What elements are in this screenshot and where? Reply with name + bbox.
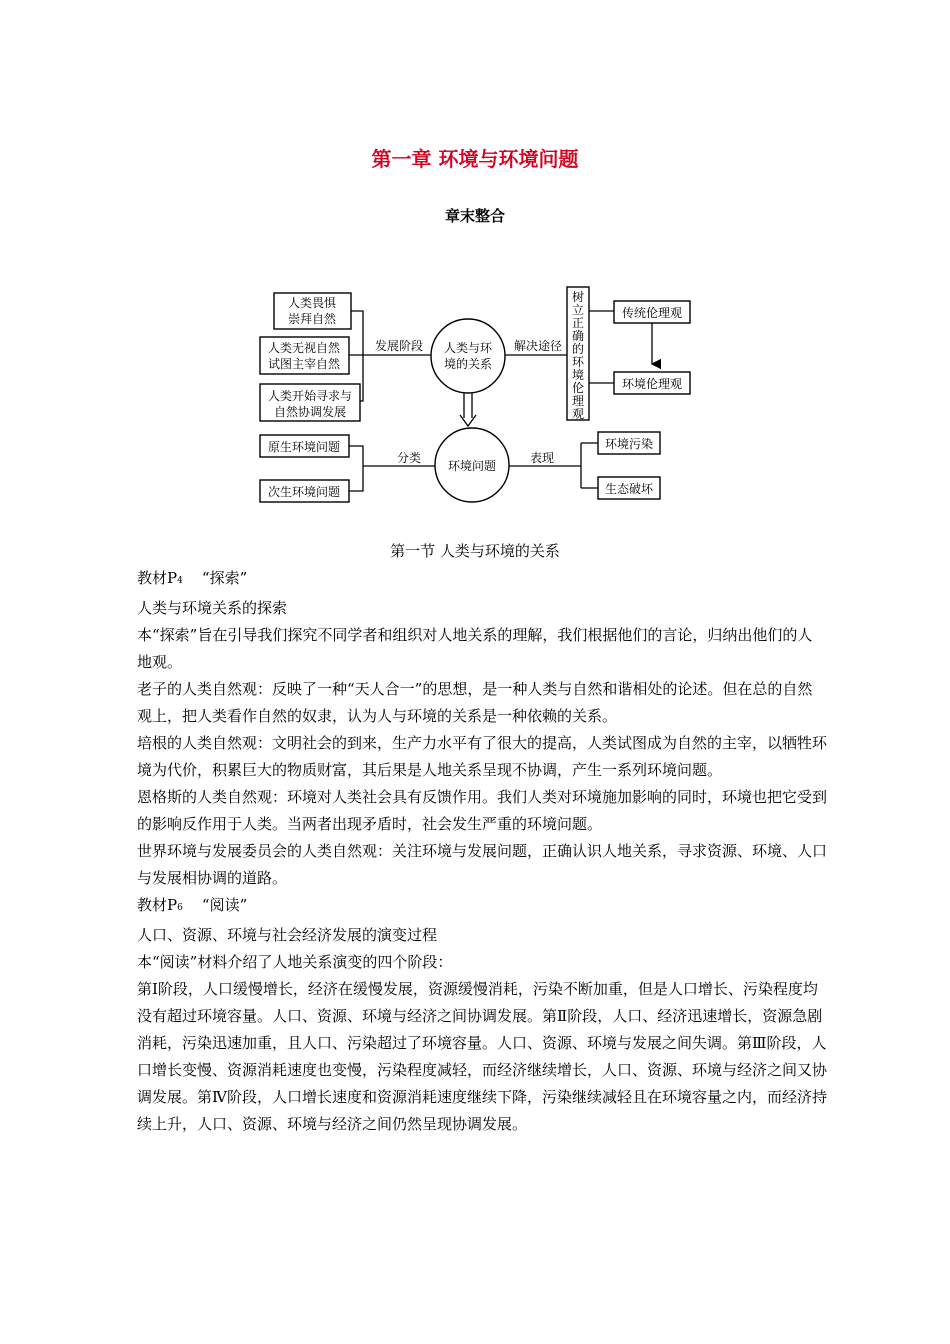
classification-bracket — [349, 446, 435, 491]
center-node-line-1: 人类与环 — [443, 341, 493, 355]
stage-box-2-line-1: 人类无视自然 — [267, 341, 341, 355]
human-environment-node — [431, 319, 505, 393]
body-text — [137, 565, 827, 1138]
stage-box-2-line-2: 试图主宰自然 — [267, 357, 341, 371]
stage-box-1-line-2: 崇拜自然 — [287, 312, 337, 326]
ethics-char-10: 观 — [571, 407, 585, 421]
problem-node: 环境问题 — [447, 459, 497, 473]
secondary-problem: 次生环境问题 — [267, 485, 341, 499]
summary-title: 章末整合 — [444, 207, 505, 225]
textbook-ref-p4: 教材P4 “探索” — [137, 569, 248, 587]
ethics-char-9: 理 — [571, 394, 585, 408]
ethics-char-5: 的 — [571, 342, 585, 356]
paragraph: 培根的人类自然观：文明社会的到来，生产力水平有了很大的提高，人类试图成为自然的主宰，以牺牲环境为代价，积累巨大的物质财富，其后果是人地关系呈现不协调，产生一系列环境问题。 — [137, 734, 828, 779]
concept-diagram — [0, 0, 950, 540]
paragraph: 恩格斯的人类自然观：环境对人类社会具有反馈作用。我们人类对环境施加影响的同时，环境也把它受到的影响反作用于人类。当两者出现矛盾时，社会发生严重的环境问题。 — [137, 788, 828, 833]
environmental-ethics: 环境伦理观 — [621, 377, 683, 391]
ethics-char-2: 立 — [571, 303, 585, 317]
stage-box-3-line-2: 自然协调发展 — [273, 405, 347, 419]
textbook-ref-p6: 教材P6 “阅读” — [137, 896, 248, 914]
solution-label: 解决途径 — [513, 339, 563, 353]
ethics-char-1: 树 — [571, 290, 585, 304]
stage-box-1-line-1: 人类畏惧 — [287, 296, 337, 310]
ethics-char-8: 伦 — [571, 381, 585, 395]
stage-bracket — [349, 311, 432, 401]
ethics-char-7: 境 — [571, 368, 585, 382]
paragraph: 世界环境与发展委员会的人类自然观：关注环境与发展问题，正确认识人地关系，寻求资源、环境、人口与发展相协调的道路。 — [137, 842, 828, 887]
pollution: 环境污染 — [604, 437, 654, 451]
primary-problem: 原生环境问题 — [267, 440, 341, 454]
ethics-char-4: 确 — [571, 329, 585, 343]
double-arrow — [460, 393, 476, 426]
classification-label: 分类 — [396, 451, 422, 465]
center-node-line-2: 境的关系 — [443, 357, 493, 371]
eco-damage: 生态破坏 — [604, 482, 654, 496]
paragraph: 本“阅读”材料介绍了人地关系演变的四个阶段： — [137, 953, 453, 971]
section-title: 第一节 人类与环境的关系 — [390, 542, 560, 560]
paragraph: 本“探索”旨在引导我们探究不同学者和组织对人地关系的理解，我们根据他们的言论，归纳出他们的人地观。 — [137, 626, 813, 671]
development-stage-label: 发展阶段 — [374, 339, 424, 353]
paragraph: 人类与环境关系的探索 — [137, 599, 288, 617]
manifestation-bracket — [509, 443, 598, 488]
paragraph: 老子的人类自然观：反映了一种“天人合一”的思想，是一种人类与自然和谐相处的论述。但在总的自然观上，把人类看作自然的奴隶，认为人与环境的关系是一种依赖的关系。 — [137, 680, 813, 725]
paragraph: 第Ⅰ阶段，人口缓慢增长，经济在缓慢发展，资源缓慢消耗，污染不断加重，但是人口增长、污染程度均没有超过环境容量。人口、资源、环境与经济之间协调发展。第Ⅱ阶段，人口、经济迅速增长，资源急剧消耗，污染迅速加重，且人口、污染超过了环境容量。人口、资源、环境与发展之间失调。第Ⅲ阶段，人口增长变慢、资源消耗速度也变慢，污染程度减轻，而经济继续增长，人口、资源、环境与经济之间又协调发展。第Ⅳ阶段，人口增长速度和资源消耗速度继续下降，污染继续减轻且在环境容量之内，而经济持续上升，人口、资源、环境与经济之间仍然呈现协调发展。 — [137, 980, 828, 1133]
traditional-ethics: 传统伦理观 — [621, 306, 683, 320]
manifestation-label: 表现 — [529, 451, 555, 465]
paragraph: 人口、资源、环境与社会经济发展的演变过程 — [137, 926, 438, 944]
ethics-char-6: 环 — [571, 355, 585, 369]
stage-box-3-line-1: 人类开始寻求与 — [267, 389, 353, 403]
ethics-char-3: 正 — [571, 316, 585, 330]
chapter-title: 第一章 环境与环境问题 — [371, 147, 579, 171]
